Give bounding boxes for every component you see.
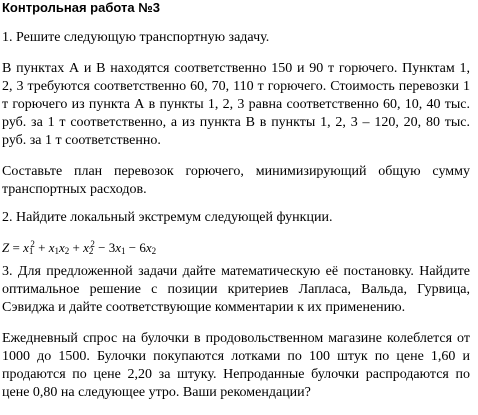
- task1-heading: 1. Решите следующую транспортную задачу.: [2, 30, 270, 45]
- task1-line-5: руб. за 1 т соответственно.: [2, 133, 161, 148]
- task3-line-3: Сэвиджа и дайте соответствующие комментарии к их применению.: [2, 300, 406, 315]
- task3-problem-line-2: 1000 до 1500. Булочки покупаются лотками по 100 штук по цене 1,60 и: [2, 349, 470, 364]
- task1-plan-line-2: транспортных расходов.: [2, 182, 147, 197]
- task1-line-2: 2, 3 требуются соответственно 60, 70, 110 т горючего. Стоимость перевозки 1: [2, 79, 470, 94]
- task3-problem-line-3: продаются по цене 2,20 за штуку. Непроданные булочки распродаются по: [2, 367, 470, 382]
- task3-problem-line-4: цене 0,80 на следующее утро. Ваши рекомендации?: [2, 385, 311, 400]
- task1-line-1: В пунктах А и В находятся соответственно 150 и 90 т горючего. Пунктам 1,: [2, 61, 470, 76]
- task3-line-1: 3. Для предложенной задачи дайте математическую её постановку. Найдите: [2, 264, 470, 279]
- task3-problem-line-1: Ежедневный спрос на булочки в продовольственном магазине колеблется от: [2, 331, 470, 346]
- task1-plan-line-1: Составьте план перевозок горючего, минимизирующий общую сумму: [2, 164, 470, 179]
- task1-line-3: т горючего из пункта А в пункты 1, 2, 3 равна соответственно 60, 10, 40 тыс.: [2, 97, 470, 112]
- task2-formula: $Z = x_1^2 + x_1x_2 + x_2^2 - 3x_1 - 6x_2$: [2, 239, 157, 256]
- task2-heading: 2. Найдите локальный экстремум следующей функции.: [2, 210, 333, 225]
- task3-line-2: оптимальное решение с позиции критериев Лапласа, Вальда, Гурвица,: [2, 282, 470, 297]
- page-title: Контрольная работа №3: [2, 0, 160, 15]
- task1-line-4: руб. за 1 т соответственно, а из пункта В в пункты 1, 2, 3 – 120, 20, 80 тыс.: [2, 115, 470, 130]
